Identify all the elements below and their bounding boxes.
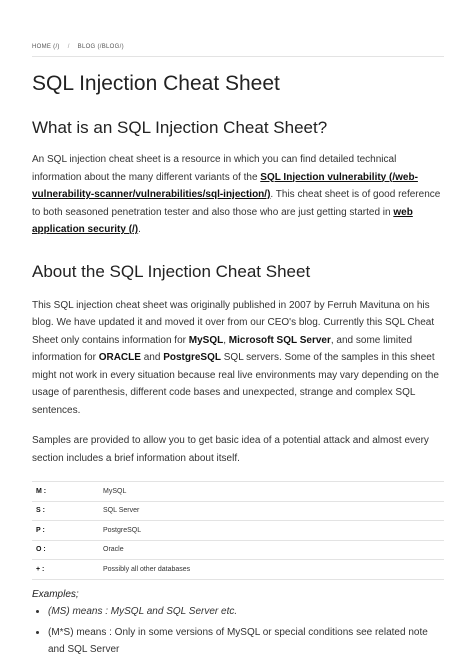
legend-code: M :: [32, 482, 103, 502]
section-heading-about: About the SQL Injection Cheat Sheet: [32, 261, 311, 281]
table-row: [32, 540, 444, 560]
legend-code: S :: [32, 501, 103, 521]
paragraph-text: , and some limited information for: [32, 334, 413, 363]
paragraph-text: .: [138, 224, 141, 235]
section-what-is-paragraph: [32, 151, 444, 239]
page-title: SQL Injection Cheat Sheet: [32, 72, 280, 95]
breadcrumb: [32, 44, 444, 57]
article: [32, 0, 444, 662]
paragraph-text: ,: [223, 334, 229, 346]
section-about-paragraph-1: [32, 297, 444, 420]
legend-description: Possibly all other databases: [103, 560, 444, 580]
database-legend-table: [32, 481, 444, 580]
paragraph-text: SQL servers. Some of the samples in this sheet might not work in every situation because real live environments may vary depending on the usage of parenthesis, different code bases and unexpected, strange and complex SQL sentences.: [32, 352, 439, 416]
examples-label: Examples;: [32, 588, 79, 600]
table-row: [32, 501, 444, 521]
sql-injection-vulnerability-link[interactable]: SQL Injection vulnerability (/web-vulnerability-scanner/vulnerabilities/sql-injection/): [32, 171, 418, 200]
legend-code: + :: [32, 560, 103, 580]
legend-code: O :: [32, 540, 103, 560]
legend-code: P :: [32, 521, 103, 541]
section-about-paragraph-2: Samples are provided to allow you to get basic idea of a potential attack and almost every section includes a brief information about itself.: [32, 435, 429, 464]
legend-description: MySQL: [103, 482, 444, 502]
paragraph-text: This SQL injection cheat sheet was originally published in 2007 by Ferruh Mavituna on his blog. We have updated it and moved it over from our CEO's blog. Currently this SQL Cheat Sheet only contains information for: [32, 299, 435, 346]
table-row: [32, 521, 444, 541]
bold-postgresql: PostgreSQL: [163, 352, 221, 363]
paragraph-text: . This cheat sheet is of good reference to both seasoned penetration tester and also those who are just getting started in: [32, 189, 441, 218]
list-item: • (MS) means : MySQL and SQL Server etc.: [48, 603, 444, 620]
paragraph-text: and: [140, 352, 164, 363]
breadcrumb-home-link[interactable]: HOME (/): [32, 44, 60, 50]
bold-mysql: MySQL: [188, 334, 224, 346]
bold-mssql: Microsoft SQL Server: [228, 334, 331, 346]
legend-description: Oracle: [103, 540, 444, 560]
legend-description: PostgreSQL: [103, 521, 444, 541]
list-item: • (M*S) means : Only in some versions of MySQL or special conditions see related note and SQL Server: [48, 624, 444, 658]
breadcrumb-blog-link[interactable]: BLOG (/BLOG/): [77, 44, 124, 50]
examples-list: [32, 603, 444, 658]
bold-oracle: ORACLE: [98, 352, 141, 363]
table-row: [32, 560, 444, 580]
web-application-security-link[interactable]: web application security (/): [32, 206, 413, 235]
section-heading-what-is: What is an SQL Injection Cheat Sheet?: [32, 118, 328, 137]
table-row: [32, 482, 444, 502]
paragraph-text: An SQL injection cheat sheet is a resource in which you can find detailed technical information about the many different variants of the: [32, 154, 397, 183]
breadcrumb-separator: /: [67, 44, 70, 50]
legend-description: SQL Server: [103, 501, 444, 521]
